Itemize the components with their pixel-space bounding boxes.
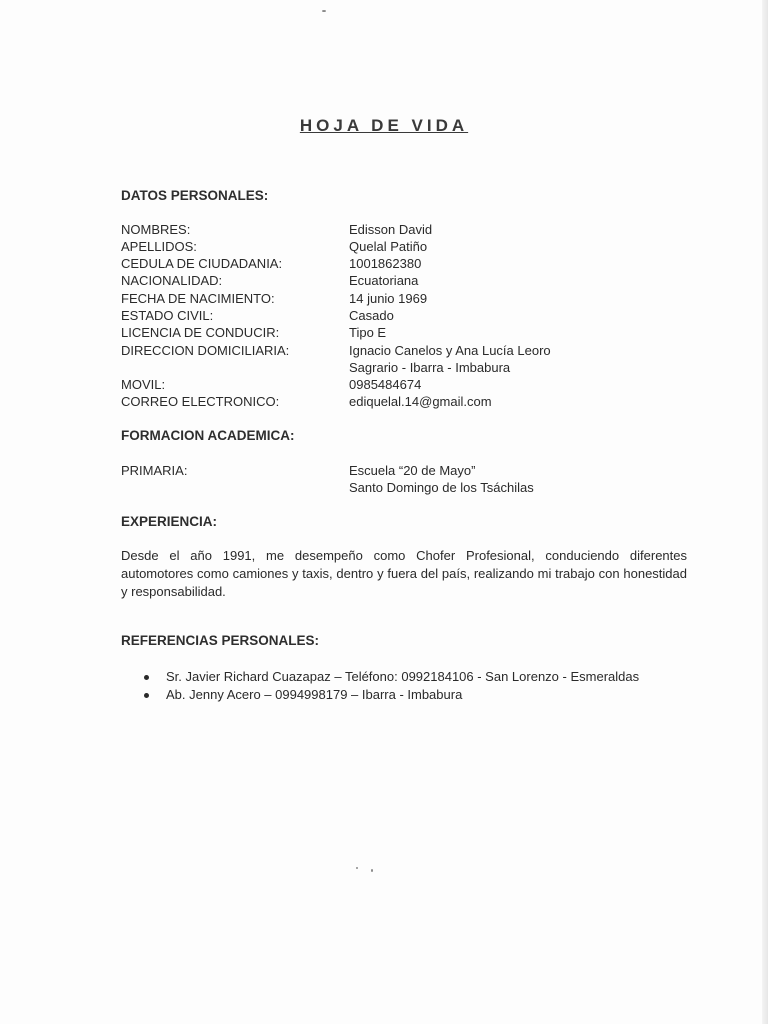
row-value: Santo Domingo de los Tsáchilas <box>349 480 534 495</box>
personal-row <box>121 290 721 307</box>
row-label: APELLIDOS: <box>121 239 197 254</box>
personal-row <box>121 359 721 376</box>
row-label: MOVIL: <box>121 377 166 392</box>
row-label: NACIONALIDAD: <box>121 273 223 288</box>
education-row <box>121 479 721 496</box>
row-label: ESTADO CIVIL: <box>121 308 214 323</box>
scan-speck <box>322 10 326 12</box>
row-value: Sagrario - Ibarra - Imbabura <box>349 360 511 375</box>
personal-row <box>121 393 721 410</box>
row-label: LICENCIA DE CONDUCIR: <box>121 325 280 340</box>
row-value: 0985484674 <box>349 377 422 392</box>
bullet-icon <box>144 693 149 698</box>
row-value: Ecuatoriana <box>349 273 419 288</box>
education-row <box>121 462 721 479</box>
row-value: Quelal Patiño <box>349 239 428 254</box>
personal-row <box>121 255 721 272</box>
row-value: Ignacio Canelos y Ana Lucía Leoro <box>349 343 551 358</box>
scan-speck <box>356 867 358 869</box>
personal-row <box>121 342 721 359</box>
reference-text: Sr. Javier Richard Cuazapaz – Teléfono: 0992184106 - San Lorenzo - Esmeraldas <box>166 669 640 684</box>
personal-data-heading: DATOS PERSONALES: <box>121 188 269 203</box>
row-label: CEDULA DE CIUDADANIA: <box>121 256 283 271</box>
row-value: Casado <box>349 308 394 323</box>
experience-heading: EXPERIENCIA: <box>121 514 218 529</box>
personal-row <box>121 238 721 255</box>
row-value: Tipo E <box>349 325 387 340</box>
scan-speck <box>371 869 373 872</box>
reference-item <box>144 686 639 704</box>
page-edge <box>762 0 768 1024</box>
references-list <box>144 668 639 704</box>
document-title: HOJA DE VIDA <box>299 116 469 135</box>
row-value: 1001862380 <box>349 256 422 271</box>
references-heading: REFERENCIAS PERSONALES: <box>121 633 320 648</box>
reference-text: Ab. Jenny Acero – 0994998179 – Ibarra - Imbabura <box>166 687 463 702</box>
personal-row <box>121 324 721 341</box>
row-label: FECHA DE NACIMIENTO: <box>121 291 275 306</box>
row-label: NOMBRES: <box>121 222 191 237</box>
education-heading: FORMACION ACADEMICA: <box>121 428 295 443</box>
personal-row <box>121 221 721 238</box>
row-label: CORREO ELECTRONICO: <box>121 394 280 409</box>
bullet-icon <box>144 675 149 680</box>
personal-row <box>121 272 721 289</box>
experience-paragraph: Desde el año 1991, me desempeño como Chofer Profesional, conduciendo diferentes automotores como camiones y taxis, dentro y fuera del país, realizando mi trabajo con honestidad y responsabilidad. <box>121 548 687 599</box>
row-value: 14 junio 1969 <box>349 291 428 306</box>
reference-item <box>144 668 639 686</box>
row-value: Edisson David <box>349 222 433 237</box>
row-label: DIRECCION DOMICILIARIA: <box>121 343 290 358</box>
row-value: Escuela “20 de Mayo” <box>349 463 476 478</box>
personal-row <box>121 307 721 324</box>
personal-row <box>121 376 721 393</box>
row-label: PRIMARIA: <box>121 463 188 478</box>
row-value: ediquelal.14@gmail.com <box>349 394 492 409</box>
